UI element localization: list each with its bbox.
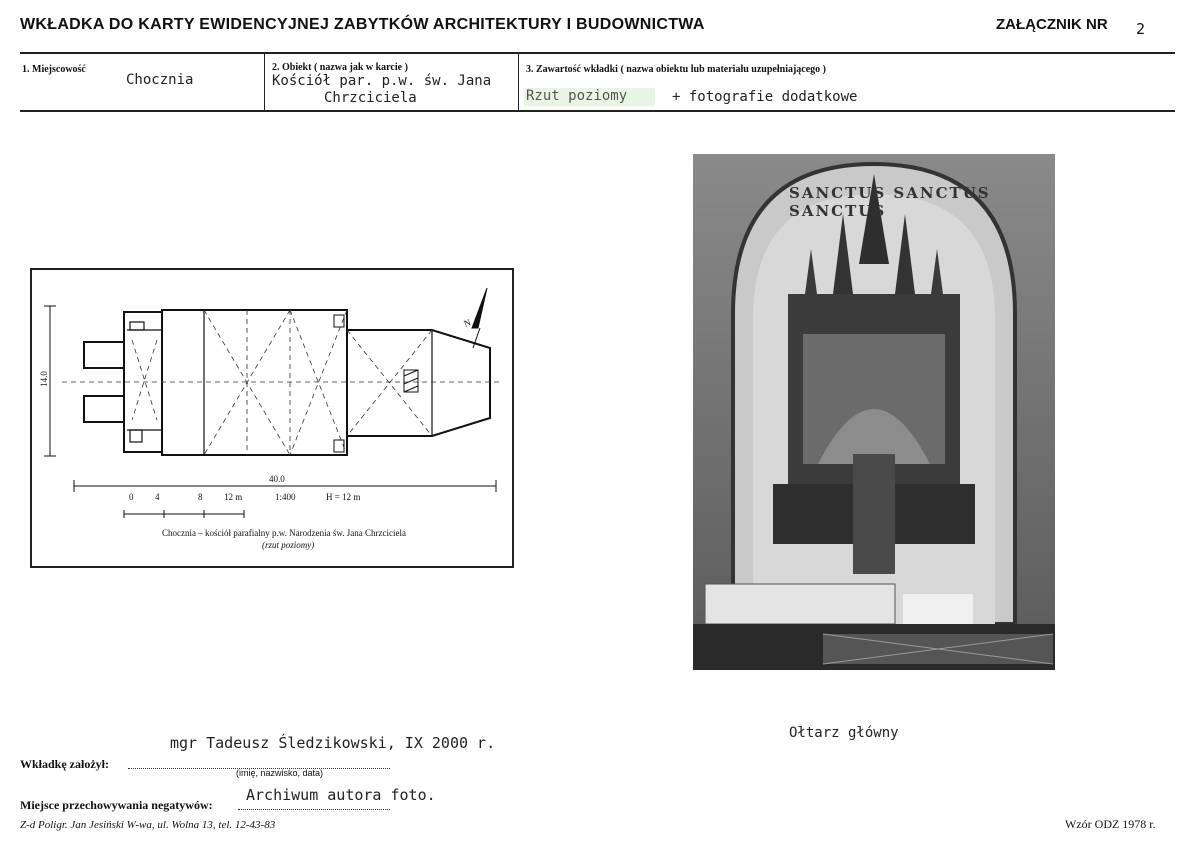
annex-number: 2 [1136, 20, 1146, 38]
scale-tick-0: 0 [129, 492, 134, 502]
table-divider-1 [264, 52, 265, 112]
height-note: H = 12 m [326, 492, 361, 502]
altar-photo [693, 154, 1055, 670]
object-value-line1: Kościół par. p.w. św. Jana [272, 73, 492, 89]
object-label: 2. Obiekt ( nazwa jak w karcie ) [272, 62, 408, 73]
north-label: N [462, 317, 473, 329]
negatives-label: Miejsce przechowywania negatywów: [20, 798, 213, 812]
nave-outline [162, 310, 347, 455]
scale-tick-12: 12 m [224, 492, 243, 502]
table-top-rule [20, 52, 1175, 54]
plan-caption: Chocznia – kościół parafialny p.w. Narodzenia św. Jana Chrzciciela [162, 528, 406, 538]
author-hint: (imię, nazwisko, data) [236, 768, 324, 778]
author-value: mgr Tadeusz Śledzikowski, IX 2000 r. [170, 734, 496, 752]
west-annex-north [84, 342, 124, 368]
plan-caption-sub: (rzut poziomy) [262, 540, 315, 550]
plan-dimension-width: 14.0 [38, 371, 49, 387]
photo-caption: Ołtarz główny [789, 725, 899, 741]
scale-tick-4: 4 [155, 492, 160, 502]
page-title: WKŁADKA DO KARTY EWIDENCYJNEJ ZABYTKÓW ARCHITEKTURY I BUDOWNICTWA [20, 16, 705, 33]
negatives-dotted-line [238, 809, 390, 810]
table-divider-2 [518, 52, 519, 112]
content-value-photos: + fotografie dodatkowe [672, 89, 858, 105]
printer-info: Z-d Poligr. Jan Jesiński W-wa, ul. Wolna 13, tel. 12-43-83 [20, 819, 276, 831]
object-value-line2: Chrzciciela [324, 90, 417, 106]
scale-tick-8: 8 [198, 492, 203, 502]
content-label: 3. Zawartość wkładki ( nazwa obiektu lub materiału uzupełniającego ) [526, 64, 827, 75]
west-annex-south [84, 396, 124, 422]
table-bottom-rule [20, 110, 1175, 112]
plan-dimension-length: 40.0 [269, 474, 285, 484]
place-value: Chocznia [126, 72, 194, 88]
form-code: Wzór ODZ 1978 r. [1065, 817, 1156, 831]
negatives-value: Archiwum autora foto. [246, 786, 436, 804]
annex-label: ZAŁĄCZNIK NR [996, 16, 1108, 33]
floor-plan-drawing [32, 270, 512, 566]
place-label: 1. Miejscowość [22, 64, 86, 75]
altar-photo-image [693, 154, 1055, 670]
scale-ratio: 1:400 [275, 492, 296, 502]
content-value-plan: Rzut poziomy [524, 88, 655, 106]
author-label: Wkładkę założył: [20, 757, 109, 771]
floor-plan-panel [30, 268, 514, 568]
altar-inscription: SANCTUS SANCTUS SANCTUS [789, 184, 991, 220]
